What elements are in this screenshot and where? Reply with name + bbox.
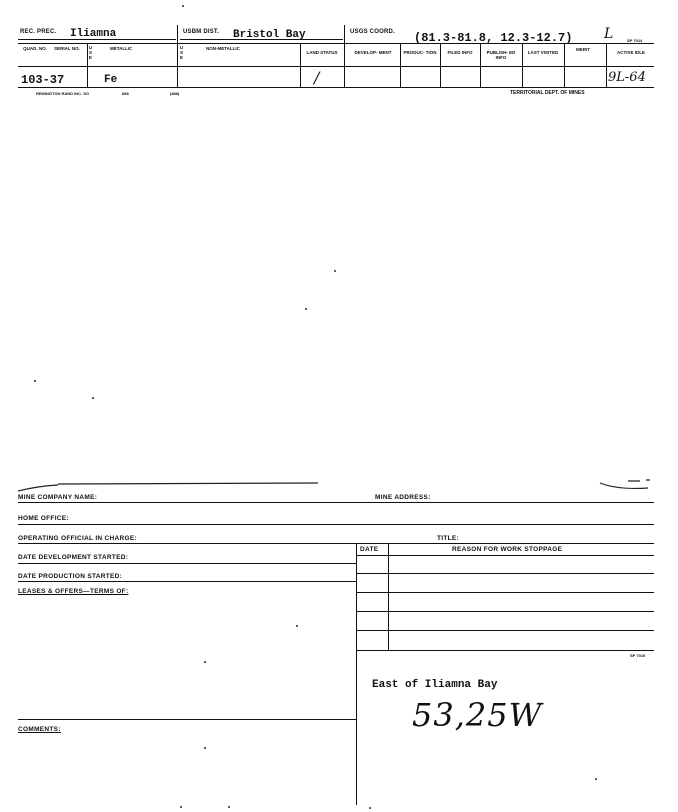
col-sep: [606, 43, 607, 87]
mine-company-name-label: MINE COMPANY NAME:: [18, 494, 98, 501]
table-rule: [356, 611, 654, 612]
usbm-dist-underline: [180, 39, 343, 40]
corner-mark: L: [604, 26, 614, 42]
table-rule: [356, 592, 654, 593]
development-header: DEVELOP- MENT: [354, 50, 392, 55]
top-edge-stroke: [18, 476, 658, 496]
active-idle-value: 9L-64: [608, 70, 646, 85]
rule: [18, 502, 654, 503]
speck: [228, 806, 230, 808]
date-col-header: DATE: [360, 546, 379, 553]
col-sep: [440, 43, 441, 87]
table-rule: [356, 630, 654, 631]
metallic-header: METALLIC: [110, 46, 133, 51]
speck: [92, 397, 94, 399]
speck: [296, 625, 298, 627]
rule: [18, 719, 356, 720]
title-label: TITLE:: [437, 535, 460, 542]
comments-label: COMMENTS:: [18, 726, 61, 733]
production-header: PRODUC- TION: [403, 50, 437, 55]
rec-prec-label: REC. PREC.: [20, 29, 57, 35]
date-production-label: DATE PRODUCTION STARTED:: [18, 573, 123, 580]
filed-info-header: FILED INFO: [447, 50, 473, 55]
usbm-dist-value: Bristol Bay: [233, 29, 306, 41]
rule: [18, 581, 356, 582]
col-sep: [564, 43, 565, 87]
metallic-value: Fe: [104, 74, 118, 86]
speck: [334, 270, 336, 272]
footer-code2: (888): [170, 91, 180, 96]
non-metallic-header: NON-METALLIC: [206, 46, 240, 51]
home-office-label: HOME OFFICE:: [18, 515, 69, 522]
table-rule: [356, 650, 654, 651]
col-sep: [177, 25, 178, 87]
usbm-dist-label: USBM DIST.: [183, 29, 220, 35]
speck: [180, 806, 182, 808]
speck: [182, 5, 184, 7]
rec-prec-value: Iliamna: [70, 28, 117, 40]
use-metallic-header: U S E: [88, 45, 93, 60]
handwritten-coordinate: 53,25W: [412, 696, 543, 734]
rule: [18, 543, 654, 544]
speck: [305, 308, 307, 310]
serial-no-header: SERIAL NO.: [54, 46, 80, 51]
col-sep: [344, 25, 345, 87]
quad-no-header: QUAD. NO.: [23, 46, 47, 51]
row-bottom-rule: [18, 87, 654, 88]
footer-right: TERRITORIAL DEPT. OF MINES: [510, 90, 585, 96]
use-nonmetallic-header: U S E: [179, 45, 184, 60]
header-top-rule: [18, 43, 654, 44]
reason-col-header: REASON FOR WORK STOPPAGE: [452, 546, 563, 553]
speck: [369, 807, 371, 809]
active-idle-header: ACTIVE IDLE: [616, 50, 645, 55]
rule: [18, 524, 654, 525]
operating-official-label: OPERATING OFFICIAL IN CHARGE:: [18, 535, 137, 542]
table-rule: [356, 555, 654, 556]
footer-left: REMINGTON RAND INC. SO: [36, 91, 90, 96]
header-bottom-rule: [18, 66, 654, 67]
form-code-top: SP 7014: [627, 38, 643, 43]
speck: [204, 661, 206, 663]
col-sep: [480, 43, 481, 87]
date-development-label: DATE DEVELOPMENT STARTED:: [18, 554, 129, 561]
usgs-coord-label: USGS COORD.: [350, 29, 395, 35]
col-sep: [400, 43, 401, 87]
usgs-coord-value: (81.3-81.8, 12.3-12.7): [414, 31, 573, 45]
leases-offers-label: LEASES & OFFERS—TERMS OF:: [18, 588, 129, 595]
table-date-sep: [388, 543, 389, 651]
form-code-bottom: SP 7015: [630, 653, 646, 658]
table-left-border: [356, 543, 357, 805]
speck: [204, 747, 206, 749]
land-status-header: LAND STATUS: [306, 50, 338, 55]
land-status-value: /: [314, 68, 320, 87]
last-visited-header: LAST VISITED: [527, 50, 559, 55]
speck: [34, 380, 36, 382]
location-note: East of Iliamna Bay: [372, 679, 498, 691]
merit-header: MERIT: [576, 47, 590, 52]
speck: [595, 778, 597, 780]
published-info-header: PUBLISH- ED INFO: [486, 50, 516, 60]
col-sep: [300, 43, 301, 87]
table-rule: [356, 573, 654, 574]
rec-prec-underline: [18, 39, 176, 40]
rule: [18, 563, 356, 564]
mine-address-label: MINE ADDRESS:: [375, 494, 431, 501]
quad-serial-value: 103-37: [21, 73, 65, 87]
footer-code1: 888: [122, 91, 129, 96]
col-sep: [522, 43, 523, 87]
